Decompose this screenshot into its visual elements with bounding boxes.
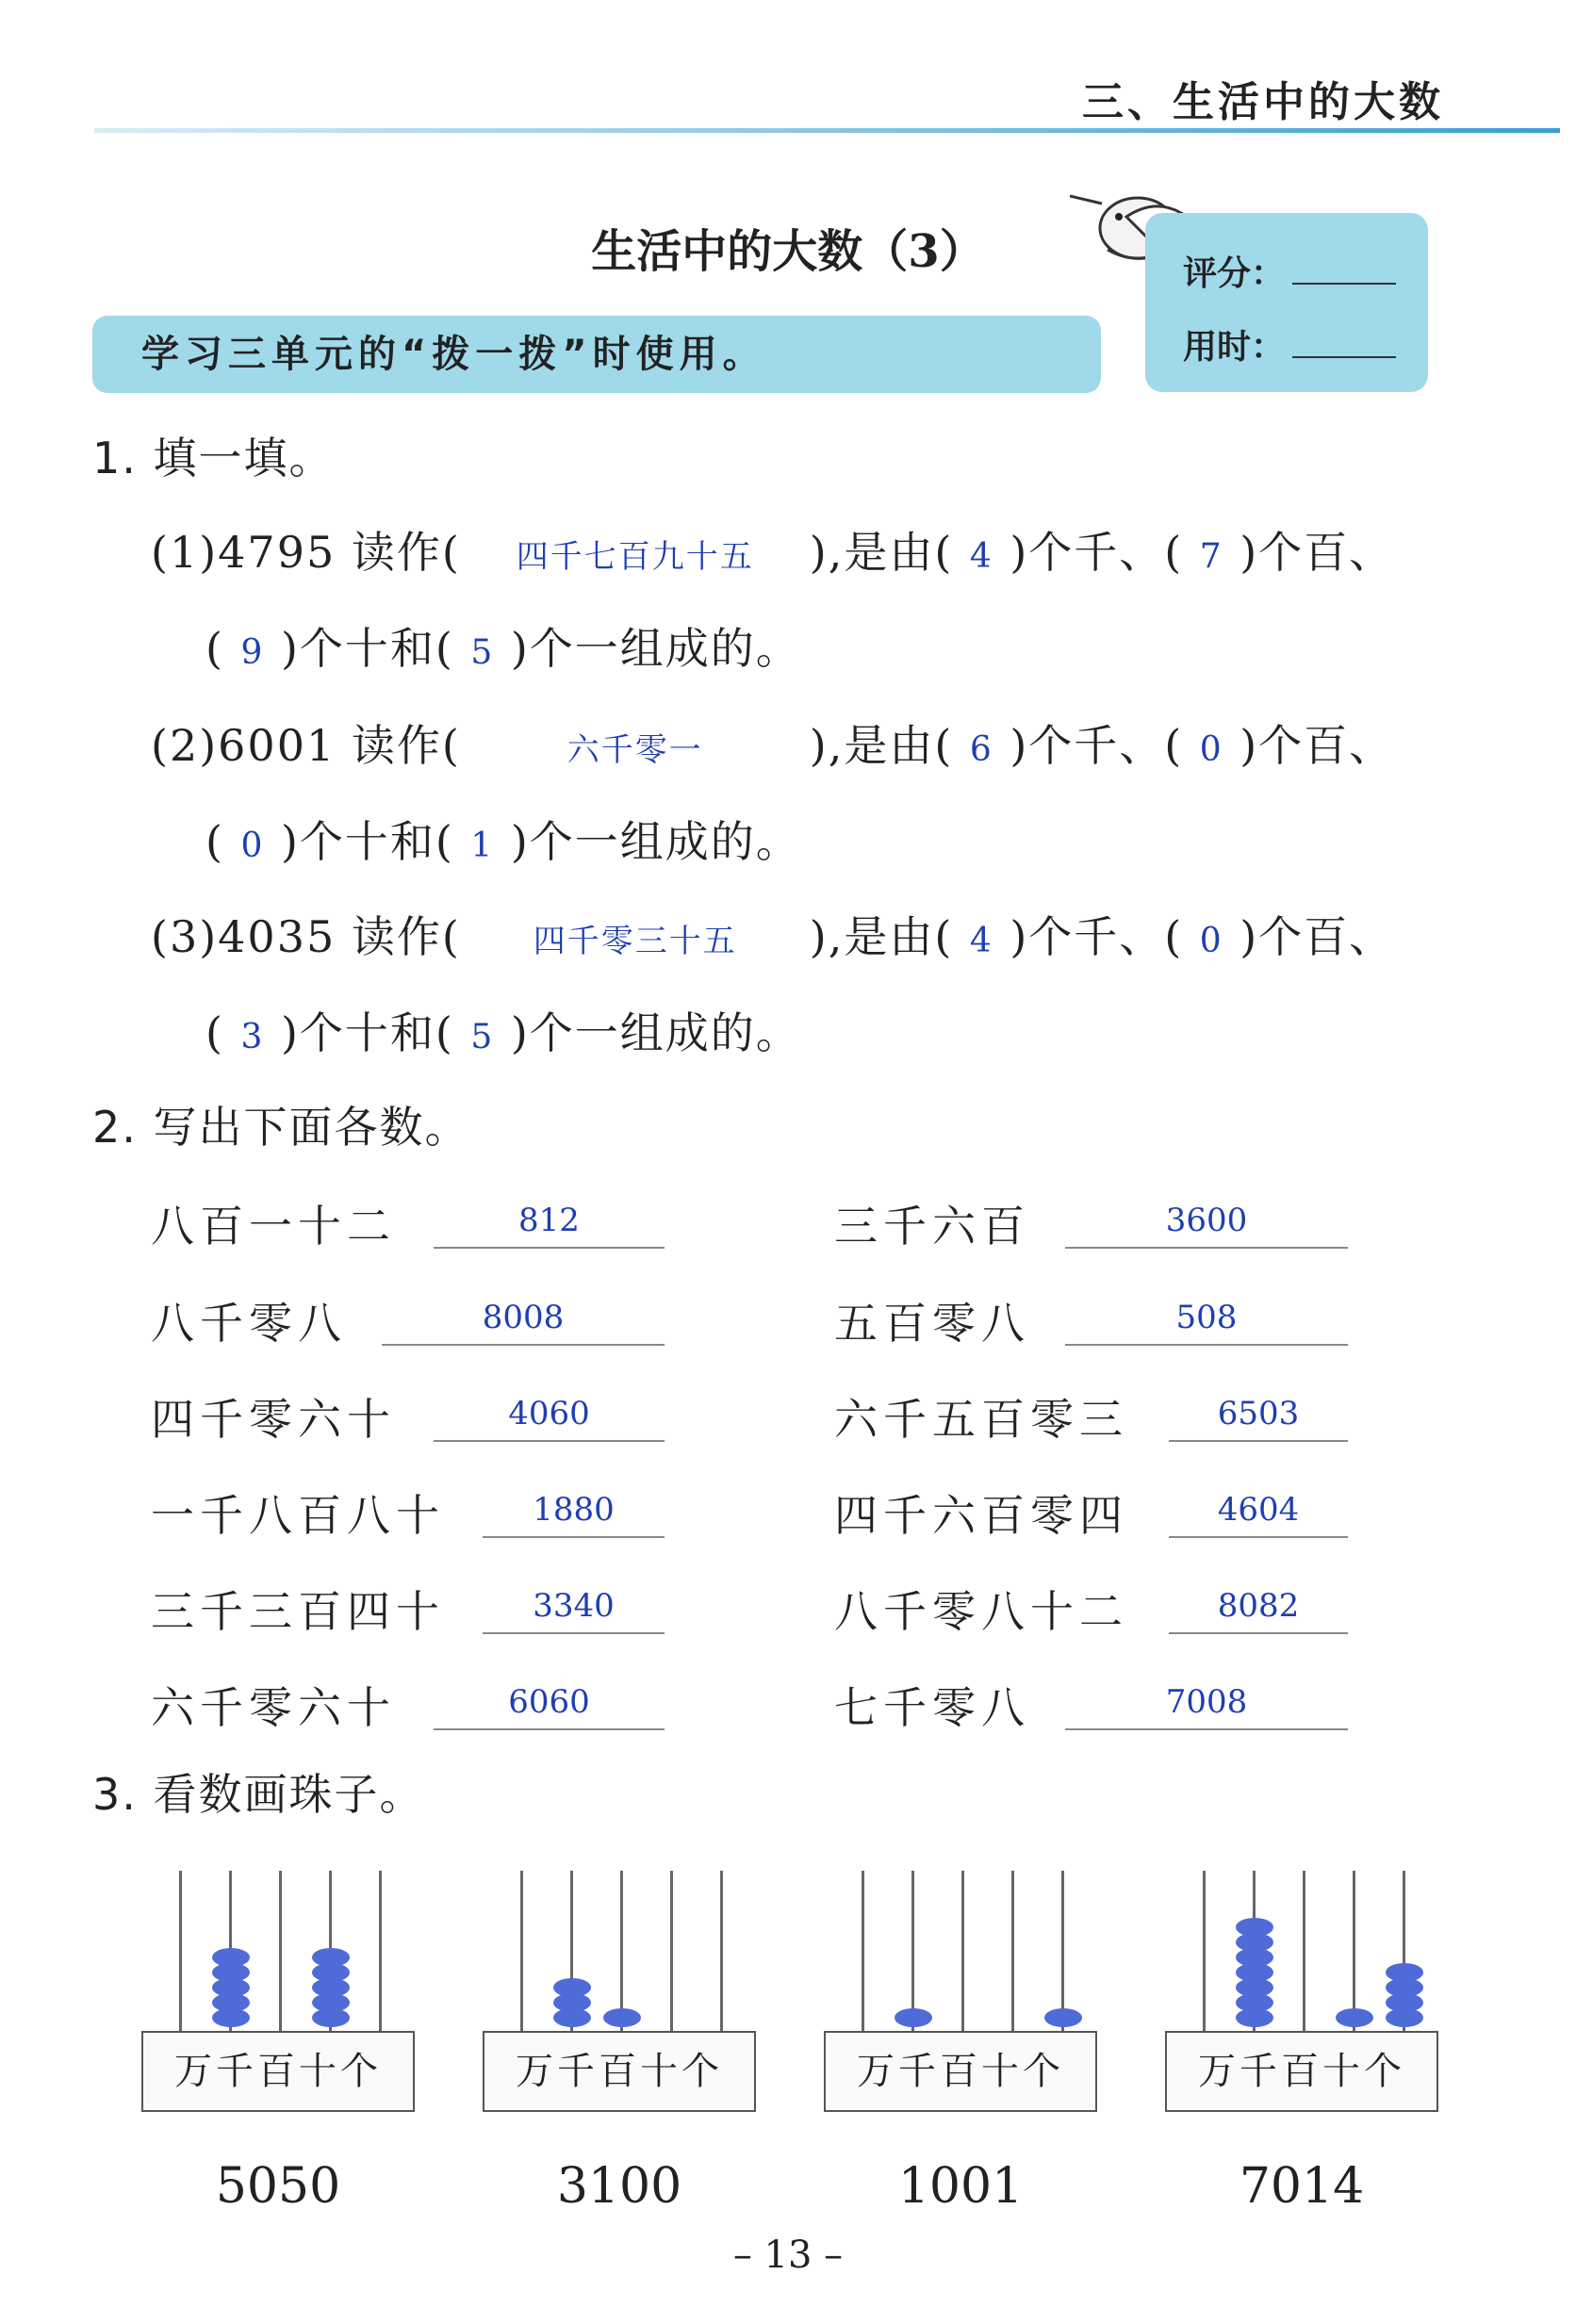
q1-open: ( bbox=[205, 1007, 224, 1058]
q2-right-answer-line bbox=[1065, 1247, 1348, 1249]
q1-ones-answer[interactable]: 1 bbox=[470, 826, 495, 865]
abacus-frame bbox=[824, 2031, 1097, 2112]
q1-tens-suffix: )个十和( bbox=[280, 816, 454, 867]
score-blank[interactable] bbox=[1292, 282, 1396, 285]
q2-right-answer[interactable]: 7008 bbox=[1165, 1683, 1248, 1721]
abacus bbox=[824, 1871, 1102, 2215]
abacus-bead[interactable] bbox=[1044, 2008, 1082, 2027]
q1-tens-answer[interactable]: 9 bbox=[240, 633, 265, 672]
q1-item-line1 bbox=[151, 903, 1394, 965]
abacus-bead[interactable] bbox=[895, 2008, 932, 2027]
q1-item-line2 bbox=[205, 808, 801, 870]
q2-left-words: 八百一十二 bbox=[151, 1201, 396, 1252]
q2-left-answer-line bbox=[434, 1440, 665, 1442]
usage-banner: 学习三单元的“拨一拨”时使用。 bbox=[92, 316, 1101, 393]
q2-left-answer-line bbox=[483, 1536, 665, 1538]
q1-open: ( bbox=[205, 816, 224, 867]
q1-hundreds-answer[interactable]: 7 bbox=[1199, 537, 1223, 576]
q1-open: ( bbox=[205, 623, 224, 674]
q2-right-answer[interactable]: 3600 bbox=[1165, 1202, 1248, 1239]
abacus-bead[interactable] bbox=[1386, 1963, 1423, 1982]
q2-heading: 2. 写出下面各数。 bbox=[92, 1102, 470, 1153]
abacus-number: 5050 bbox=[215, 2158, 341, 2215]
q1-hundreds-answer[interactable]: 0 bbox=[1199, 922, 1223, 960]
q2-right-answer-line bbox=[1065, 1728, 1348, 1730]
q1-thousands-answer[interactable]: 4 bbox=[969, 537, 993, 576]
abacus-frame bbox=[483, 2031, 756, 2112]
abacus-frame bbox=[141, 2031, 415, 2112]
abacus bbox=[141, 1871, 419, 2215]
q2-right-words: 八千零八十二 bbox=[834, 1586, 1128, 1637]
abacus-rod bbox=[520, 1871, 523, 2033]
score-label: 评分： bbox=[1183, 254, 1286, 293]
q2-left-words: 八千零八 bbox=[151, 1298, 347, 1349]
abacus-bead[interactable] bbox=[212, 1948, 250, 1967]
chapter-title: 三、生活中的大数 bbox=[1082, 78, 1444, 126]
time-label-row bbox=[1183, 320, 1396, 368]
q1-item-line1 bbox=[151, 518, 1394, 581]
q1-mid: ),是由( bbox=[809, 720, 954, 771]
q1-read-answer[interactable]: 六千零一 bbox=[566, 731, 703, 769]
q2-right-words: 三千六百 bbox=[834, 1201, 1030, 1252]
q3-heading: 3. 看数画珠子。 bbox=[92, 1769, 425, 1820]
q2-left-words: 一千八百八十 bbox=[151, 1490, 445, 1541]
q1-end: )个一组成的。 bbox=[510, 623, 801, 674]
q2-right-answer-line bbox=[1169, 1536, 1348, 1538]
abacus-rod bbox=[670, 1871, 673, 2033]
abacus-frame bbox=[1165, 2031, 1438, 2112]
q1-thousands-suffix: )个千、( bbox=[1010, 911, 1184, 962]
q1-tens-answer[interactable]: 3 bbox=[240, 1018, 265, 1056]
abacus-bead[interactable] bbox=[603, 2008, 641, 2027]
abacus-number: 1001 bbox=[897, 2158, 1024, 2215]
abacus bbox=[483, 1871, 761, 2215]
abacus-rod bbox=[1303, 1871, 1305, 2033]
q1-ones-answer[interactable]: 5 bbox=[470, 1018, 495, 1056]
q2-left-answer[interactable]: 1880 bbox=[533, 1491, 615, 1529]
q2-left-words: 六千零六十 bbox=[151, 1682, 396, 1733]
q1-end: )个一组成的。 bbox=[510, 1007, 801, 1058]
q1-prefix: (3)4035 读作( bbox=[151, 911, 461, 962]
abacus-place-labels: 万千百十个 bbox=[1198, 2050, 1405, 2093]
q2-left-answer[interactable]: 4060 bbox=[508, 1395, 590, 1432]
q1-hundreds-suffix: )个百、 bbox=[1239, 911, 1395, 962]
q1-mid: ),是由( bbox=[809, 911, 954, 962]
q2-right-words: 五百零八 bbox=[834, 1298, 1030, 1349]
time-label: 用时： bbox=[1183, 328, 1286, 367]
q2-right-words: 六千五百零三 bbox=[834, 1394, 1128, 1445]
score-box bbox=[1145, 213, 1428, 392]
q1-tens-suffix: )个十和( bbox=[280, 623, 454, 674]
abacus-rod bbox=[862, 1871, 864, 2033]
q1-item-line2 bbox=[205, 999, 801, 1061]
abacus-rod bbox=[1011, 1871, 1014, 2033]
q1-prefix: (2)6001 读作( bbox=[151, 720, 461, 771]
abacus-number: 7014 bbox=[1239, 2158, 1365, 2215]
q1-hundreds-answer[interactable]: 0 bbox=[1199, 730, 1223, 769]
q2-right-words: 七千零八 bbox=[834, 1682, 1030, 1733]
q2-left-answer-line bbox=[434, 1728, 665, 1730]
q1-item-line1 bbox=[151, 712, 1394, 774]
abacus-bead[interactable] bbox=[1336, 2008, 1373, 2027]
q2-right-answer-line bbox=[1065, 1344, 1348, 1346]
q1-heading: 1. 填一填。 bbox=[92, 433, 335, 483]
header-rule bbox=[94, 128, 1560, 133]
q2-left-answer-line bbox=[382, 1344, 665, 1346]
q2-left-answer[interactable]: 8008 bbox=[482, 1299, 565, 1336]
q2-right-answer[interactable]: 4604 bbox=[1217, 1491, 1300, 1529]
q1-thousands-suffix: )个千、( bbox=[1010, 720, 1184, 771]
q1-thousands-suffix: )个千、( bbox=[1010, 527, 1184, 578]
q1-thousands-answer[interactable]: 4 bbox=[969, 922, 993, 960]
q2-left-words: 三千三百四十 bbox=[151, 1586, 445, 1637]
abacus-rod bbox=[179, 1871, 182, 2033]
abacus bbox=[1165, 1871, 1443, 2215]
q2-left-answer[interactable]: 6060 bbox=[508, 1683, 590, 1721]
abacus-rod bbox=[961, 1871, 964, 2033]
q2-right-answer[interactable]: 508 bbox=[1175, 1299, 1238, 1336]
abacus-number: 3100 bbox=[556, 2158, 682, 2215]
q2-right-answer-line bbox=[1169, 1632, 1348, 1634]
abacus-rod bbox=[279, 1871, 282, 2033]
q1-hundreds-suffix: )个百、 bbox=[1239, 527, 1395, 578]
q1-ones-answer[interactable]: 5 bbox=[470, 633, 495, 672]
q2-right-answer[interactable]: 8082 bbox=[1217, 1587, 1300, 1625]
lesson-title: 生活中的大数（3） bbox=[591, 225, 985, 278]
page-number: – 13 – bbox=[732, 2234, 844, 2277]
abacus-bead[interactable] bbox=[1236, 1918, 1273, 1937]
q2-left-answer[interactable]: 812 bbox=[518, 1202, 580, 1239]
q1-end: )个一组成的。 bbox=[510, 816, 801, 867]
time-blank[interactable] bbox=[1292, 355, 1396, 358]
abacus-rod bbox=[1203, 1871, 1206, 2033]
abacus-bead[interactable] bbox=[312, 1948, 350, 1967]
q1-prefix: (1)4795 读作( bbox=[151, 527, 461, 578]
abacus-place-labels: 万千百十个 bbox=[857, 2050, 1064, 2093]
q2-right-words: 四千六百零四 bbox=[834, 1490, 1128, 1541]
q2-left-words: 四千零六十 bbox=[151, 1394, 396, 1445]
q1-read-answer[interactable]: 四千零三十五 bbox=[533, 923, 737, 960]
q1-thousands-answer[interactable]: 6 bbox=[969, 730, 993, 769]
abacus-place-labels: 万千百十个 bbox=[174, 2050, 382, 2093]
q2-left-answer-line bbox=[483, 1632, 665, 1634]
q1-tens-suffix: )个十和( bbox=[280, 1007, 454, 1058]
q1-item-line2 bbox=[205, 614, 801, 677]
abacus-rod bbox=[720, 1871, 723, 2033]
q1-read-answer[interactable]: 四千七百九十五 bbox=[516, 538, 754, 576]
q2-right-answer[interactable]: 6503 bbox=[1217, 1395, 1300, 1432]
abacus-place-labels: 万千百十个 bbox=[516, 2050, 723, 2093]
abacus-bead[interactable] bbox=[553, 1978, 591, 1997]
q1-hundreds-suffix: )个百、 bbox=[1239, 720, 1395, 771]
q2-left-answer-line bbox=[434, 1247, 665, 1249]
q2-right-answer-line bbox=[1169, 1440, 1348, 1442]
abacus-rod bbox=[379, 1871, 382, 2033]
q1-mid: ),是由( bbox=[809, 527, 954, 578]
score-label-row bbox=[1183, 247, 1396, 295]
q2-left-answer[interactable]: 3340 bbox=[533, 1587, 615, 1625]
q1-tens-answer[interactable]: 0 bbox=[240, 826, 265, 865]
